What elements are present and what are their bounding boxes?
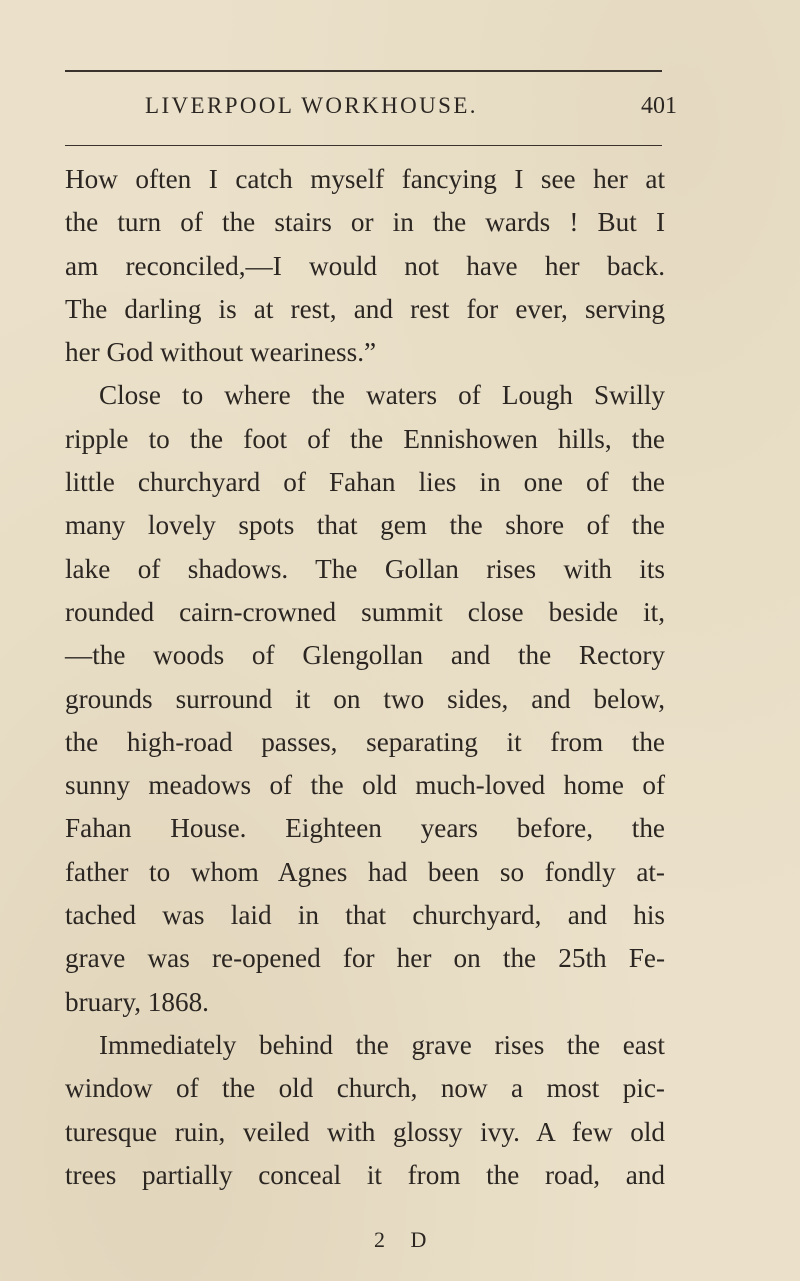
text-line: little churchyard of Fahan lies in one of the [65, 467, 665, 498]
page-number: 401 [641, 93, 677, 119]
text-line: Close to where the waters of Lough Swilly [99, 380, 665, 411]
text-line: father to whom Agnes had been so fondly at- [65, 856, 665, 887]
text-line: turesque ruin, veiled with glossy ivy. A few old [65, 1116, 665, 1147]
text-line: tached was laid in that churchyard, and his [65, 900, 665, 931]
running-title: LIVERPOOL WORKHOUSE. [145, 93, 478, 118]
text-line: rounded cairn-crowned summit close beside it, [65, 596, 665, 627]
text-line: grave was re-opened for her on the 25th Fe- [65, 943, 665, 974]
text-line: How often I catch myself fancying I see her at [65, 164, 665, 194]
text-line: ripple to the foot of the Ennishowen hills, the [65, 423, 665, 454]
text-line: bruary, 1868. [65, 986, 209, 1017]
text-line: Fahan House. Eighteen years before, the [65, 813, 665, 844]
body-text [65, 158, 665, 1197]
text-line: her God without weariness.” [65, 337, 377, 368]
text-line: lake of shadows. The Gollan rises with its [65, 553, 665, 584]
signature-mark: 2 D [374, 1227, 437, 1252]
text-line: the high-road passes, separating it from the [65, 726, 665, 757]
text-line: am reconciled,—I would not have her back. [65, 250, 665, 281]
header-rule-top [65, 70, 662, 72]
text-line: trees partially conceal it from the road, and [65, 1159, 665, 1190]
text-line: —the woods of Glengollan and the Rectory [65, 640, 665, 671]
text-line: window of the old church, now a most pic- [65, 1073, 665, 1104]
text-line: Immediately behind the grave rises the east [99, 1029, 665, 1060]
header-rule-bottom [65, 145, 662, 146]
text-line: grounds surround it on two sides, and below, [65, 683, 665, 714]
text-line: the turn of the stairs or in the wards ! But I [65, 207, 665, 238]
text-line: The darling is at rest, and rest for ever, serving [65, 293, 665, 324]
text-line: sunny meadows of the old much-loved home of [65, 770, 665, 801]
running-head [0, 86, 800, 126]
text-line: many lovely spots that gem the shore of the [65, 510, 665, 541]
